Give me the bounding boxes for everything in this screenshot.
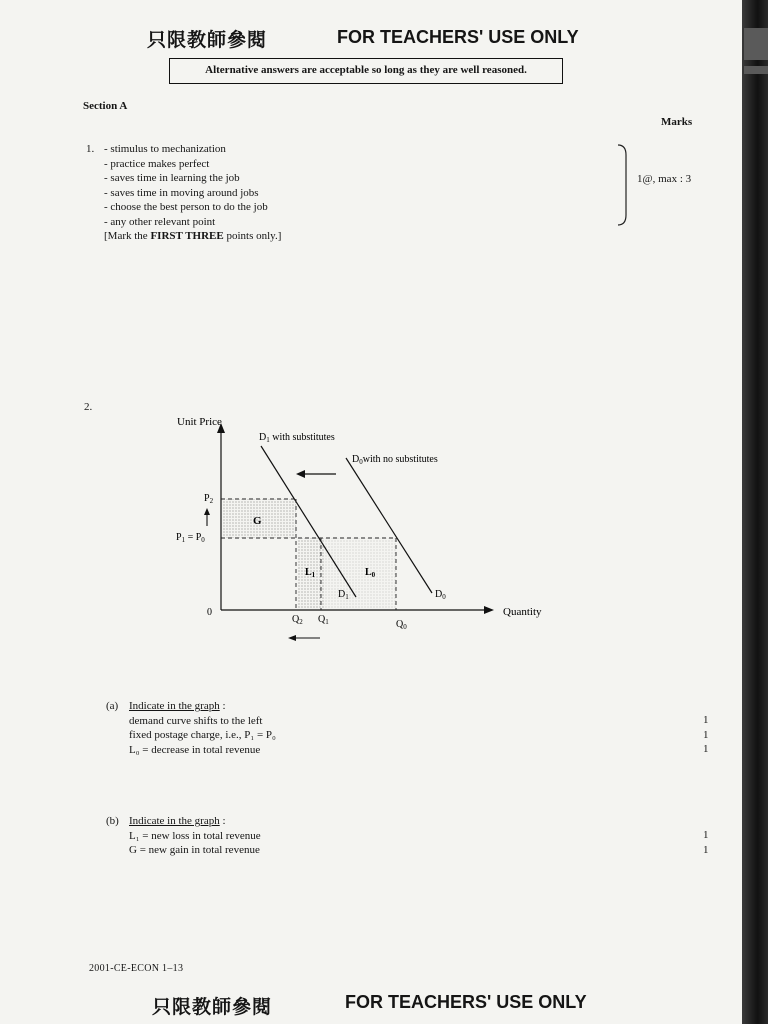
list-item: - practice makes perfect — [104, 157, 210, 170]
header-chinese: 只限教師參閱 — [147, 29, 268, 51]
list-item: - choose the best person to do the job — [104, 201, 268, 213]
q1-points — [104, 142, 281, 244]
d0-end-label: $D_0$ — [435, 589, 446, 601]
origin-label: 0 — [207, 607, 212, 618]
mark-value: 1 — [703, 714, 709, 726]
shift-left-arrowhead — [296, 470, 305, 478]
d1-curve-label: $D_1$ with substitutes — [259, 432, 335, 444]
d0-curve-label: $D_0with$ no substitutes — [352, 454, 438, 466]
marks-heading: Marks — [661, 116, 693, 128]
area-g-label: G — [253, 515, 262, 527]
mark-value: 1 — [703, 743, 709, 755]
list-item: - saves time in learning the job — [104, 172, 240, 184]
binder-strip — [742, 0, 768, 1024]
list-item: fixed postage charge, i.e., P₁ = P₀ — [129, 729, 276, 741]
mark-value: 1 — [703, 829, 709, 841]
demand-graph — [160, 405, 580, 645]
list-item: - any other relevant point — [104, 215, 216, 228]
list-item: - stimulus to mechanization — [104, 143, 226, 155]
x-axis-arrow — [484, 606, 494, 614]
part-b-lead-text: Indicate in the graph — [129, 815, 220, 827]
mark-value: 1 — [703, 728, 709, 741]
part-a-lead-text: Indicate in the graph — [129, 700, 220, 712]
q1-tick-label: $Q_1$ — [318, 614, 329, 626]
q2-number: 2. — [84, 401, 93, 413]
q0-tick-label: $Q_0$ — [396, 619, 407, 631]
note-prefix: [Mark the — [104, 230, 151, 242]
area-l0-shading — [324, 538, 396, 610]
part-b-marks — [703, 828, 709, 857]
part-a-marks — [703, 713, 709, 757]
note-emphasis: FIRST THREE — [150, 230, 224, 242]
y-axis-label: Unit Price — [177, 416, 222, 428]
q1-note — [104, 229, 281, 244]
part-b-label: (b) — [106, 815, 119, 827]
header-english: FOR TEACHERS' USE ONLY — [337, 27, 579, 47]
page-code: 2001-CE-ECON 1–13 — [89, 963, 184, 974]
part-b-lead-colon: : — [219, 815, 226, 827]
mark-value: 1 — [703, 843, 709, 856]
list-item: - saves time in moving around jobs — [104, 186, 259, 199]
notice-box: Alternative answers are acceptable so long as they are well reasoned. — [169, 58, 563, 84]
part-b-body — [129, 814, 261, 858]
x-axis-label: Quantity — [503, 606, 542, 618]
part-a-lead — [129, 699, 276, 714]
part-a-body — [129, 699, 276, 757]
area-l0-label: $L_0$ — [365, 567, 376, 579]
part-b-lead — [129, 814, 261, 829]
list-item: G = new gain in total revenue — [129, 844, 260, 856]
list-item: L₁ = new loss in total revenue — [129, 829, 261, 842]
footer-chinese: 只限教師參閱 — [152, 996, 273, 1018]
list-item: L₀ = decrease in total revenue — [129, 743, 261, 756]
q2-tick-label: $Q_2$ — [292, 614, 303, 626]
note-suffix: points only.] — [223, 230, 282, 242]
list-item: demand curve shifts to the left — [129, 714, 263, 727]
quantity-left-arrowhead — [288, 635, 296, 641]
area-l1-label: $L_1$ — [305, 567, 316, 579]
q1-number: 1. — [86, 143, 95, 155]
price-up-arrowhead — [204, 508, 210, 515]
part-a-lead-colon: : — [219, 700, 226, 712]
footer-english: FOR TEACHERS' USE ONLY — [345, 992, 587, 1012]
q1-brace — [614, 143, 634, 227]
part-a-label: (a) — [106, 700, 119, 712]
section-title: Section A — [83, 100, 128, 112]
q1-marks: 1@, max : 3 — [637, 173, 692, 185]
d1-end-label: $D_1$ — [338, 589, 349, 601]
p1-p0-label: $P_1 = P_0$ — [176, 532, 205, 544]
p2-label: $P_2$ — [204, 493, 214, 505]
